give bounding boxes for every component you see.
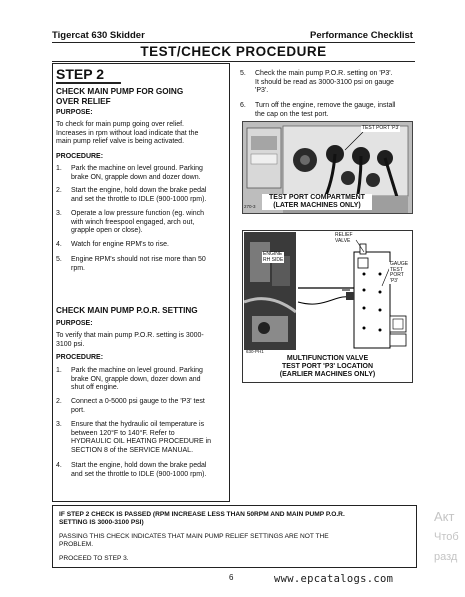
item-line: grapple open or close). (71, 227, 143, 235)
caption-line: (EARLIER MACHINES ONLY) (279, 371, 376, 378)
engine-callout (262, 252, 284, 263)
header-title: Tigercat 630 Skidder (52, 30, 145, 41)
item-number: 2. (56, 398, 62, 405)
watermark-side: Чтоб (434, 531, 459, 543)
callout-line: PORT (390, 272, 404, 279)
item-line: rpm. (71, 264, 85, 272)
item-line: Connect a 0-5000 psi gauge to the 'P3' test (71, 398, 205, 405)
item-line: the cap on the test port. (255, 110, 329, 118)
relief-valve-callout (334, 233, 354, 244)
item-number: 3. (56, 421, 62, 428)
title-rule (52, 61, 415, 62)
item-line: Check the main pump P.O.R. setting on 'P3'. (255, 70, 393, 77)
item-line: HYDRAULIC OIL HEATING PROCEDURE in (71, 438, 212, 446)
section2-heading: CHECK MAIN PUMP P.O.R. SETTING (56, 306, 198, 315)
purpose-line: main pump relief valve is being activated. (56, 138, 185, 146)
list-item (56, 462, 206, 479)
figure1-caption (262, 194, 372, 210)
item-line: and set the throttle to IDLE (900-1000 rpm). (71, 195, 207, 203)
watermark-url: www.epcatalogs.com (274, 573, 394, 585)
caption-line: TEST PORT COMPARTMENT (269, 194, 365, 201)
section1-heading-line1: CHECK MAIN PUMP FOR GOING (56, 87, 184, 96)
item-line: SECTION 8 of the SERVICE MANUAL. (71, 446, 194, 454)
engine-photo (244, 232, 296, 350)
caption-line: (LATER MACHINES ONLY) (273, 202, 361, 209)
gauge-test-port-callout (389, 262, 409, 284)
item-number: 2. (56, 187, 62, 194)
item-number: 4. (56, 462, 62, 469)
item-line: Park the machine on level ground. Parking (71, 165, 203, 172)
item-line: brake ON, grapple down and dozer down. (71, 173, 201, 181)
engine-illustration (244, 232, 296, 350)
list-item (56, 367, 203, 393)
item-number: 4. (56, 241, 62, 248)
item-line: Park the machine on level ground. Parking (71, 367, 203, 374)
purpose-line: To verify that main pump P.O.R. setting is 3000- (56, 332, 204, 339)
step-underline (56, 82, 121, 84)
item-line: Operate a low pressure function (eg. winch (71, 210, 205, 217)
figure2-id: 630-PH1 (246, 349, 264, 354)
purpose-line: To check for main pump going over relief. (56, 121, 185, 128)
caption-line: TEST PORT 'P3' LOCATION (281, 363, 374, 370)
list-item (240, 102, 415, 119)
valve-drawing (296, 232, 410, 350)
section1-heading-line2: OVER RELIEF (56, 96, 111, 106)
item-line: Ensure that the hydraulic oil temperature is (71, 421, 205, 428)
item-number: 1. (56, 367, 62, 374)
section2-purpose (56, 332, 204, 349)
callout-line: TEST (390, 266, 403, 273)
callout-line: ENGINE (263, 251, 283, 257)
item-line: Watch for engine RPM's to rise. (71, 241, 169, 248)
section1-purpose (56, 121, 198, 147)
section2-purpose-label: PURPOSE: (56, 320, 93, 327)
list-item (56, 241, 169, 250)
note-line: IF STEP 2 CHECK IS PASSED (RPM INCREASE LESS THAN 50RPM AND MAIN PUMP P.O.R. (59, 511, 345, 518)
callout-line: 'P3' (390, 277, 399, 284)
caption-line: MULTIFUNCTION VALVE (286, 355, 369, 362)
item-line: brake ON, grapple down, dozer down and (71, 375, 201, 383)
callout-line: RH SIDE (263, 256, 284, 263)
list-item (56, 256, 206, 273)
watermark-side: Акт (434, 509, 455, 524)
section1-purpose-label: PURPOSE: (56, 109, 93, 116)
item-number: 6. (240, 102, 246, 109)
watermark-side: разд (434, 551, 458, 563)
item-number: 1. (56, 165, 62, 172)
item-line: Start the engine, hold down the brake pedal (71, 462, 207, 469)
callout-line: RELIEF (335, 232, 353, 238)
step-label: STEP 2 (56, 66, 104, 82)
header-subtitle: Performance Checklist (310, 30, 413, 41)
item-line: Engine RPM's should not rise more than 50 (71, 256, 206, 263)
item-number: 5. (240, 70, 246, 77)
note-line: PROCEED TO STEP 3. (59, 555, 129, 562)
section1-procedure-label: PROCEDURE: (56, 153, 104, 160)
item-line: between 120°F to 140°F. Refer to (71, 429, 175, 437)
item-line: and set the throttle to IDLE (900-1000 rpm). (71, 470, 207, 478)
item-line: Turn off the engine, remove the gauge, install (255, 102, 396, 109)
list-item (56, 421, 211, 455)
page-number: 6 (229, 573, 234, 582)
list-item (56, 398, 205, 415)
item-number: 3. (56, 210, 62, 217)
item-line: Start the engine, hold down the brake pedal (71, 187, 207, 194)
header-rule (52, 42, 415, 43)
note-line: SETTING IS 3000-3100 PSI) (59, 519, 144, 526)
figure1-id: 270-3 (244, 204, 256, 209)
list-item (56, 165, 203, 182)
item-line: shut off engine. (71, 384, 119, 392)
test-port-callout: TEST PORT 'P3' (362, 125, 400, 131)
list-item (240, 70, 415, 96)
section2-procedure-label: PROCEDURE: (56, 354, 104, 361)
note-line: PASSING THIS CHECK INDICATES THAT MAIN PUMP RELIEF SETTINGS ARE NOT THE (59, 533, 329, 540)
section1-heading (56, 87, 183, 106)
purpose-line: 3100 psi. (56, 340, 85, 348)
figure2-caption (250, 355, 405, 379)
page-title: TEST/CHECK PROCEDURE (140, 44, 327, 59)
note-line: PROBLEM. (59, 541, 94, 548)
item-line: port. (71, 406, 86, 414)
item-line: with winch freespool engaged, arch out, (71, 218, 195, 226)
item-line: 'P3'. (255, 87, 269, 95)
purpose-line: Increases in rpm without load indicate that the (56, 129, 199, 137)
callout-line: GAUGE (390, 261, 409, 267)
list-item (56, 210, 204, 236)
item-number: 5. (56, 256, 62, 263)
list-item (56, 187, 206, 204)
item-line: It should be read as 3000-3100 psi on gauge (255, 78, 394, 86)
callout-line: VALVE (335, 237, 351, 244)
